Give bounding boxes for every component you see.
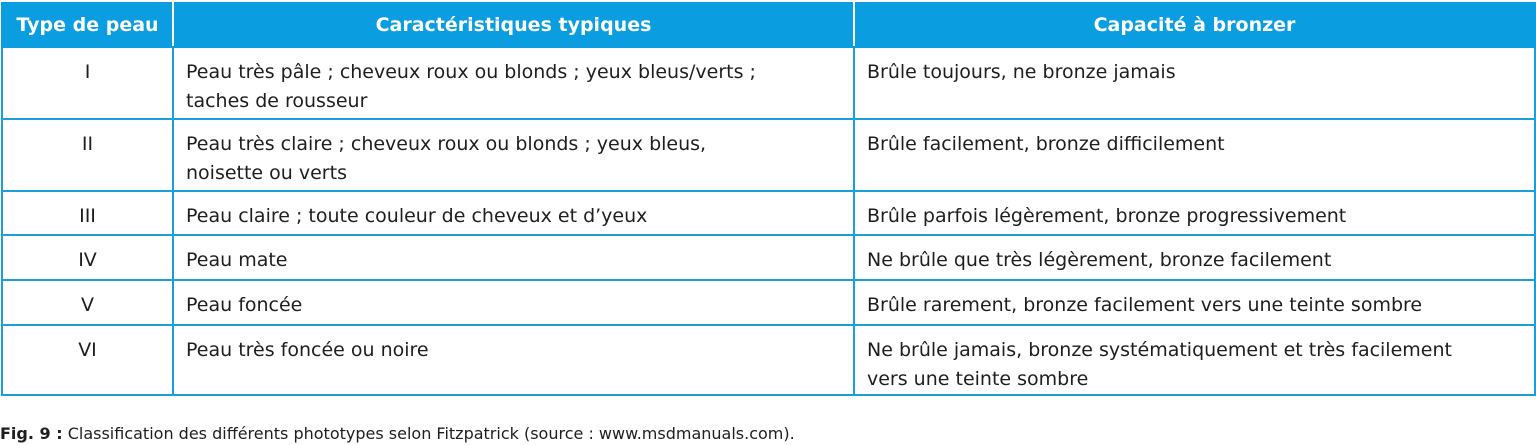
characteristics-cell — [173, 191, 854, 235]
characteristics-cell — [173, 325, 854, 395]
cell-line: noisette ou verts — [186, 162, 347, 184]
header-tanning-ability: Capacité à bronzer — [854, 3, 1535, 47]
skin-type-cell: V — [2, 280, 173, 325]
table-row — [2, 235, 1535, 280]
cell-line: Ne brûle que très légèrement, bronze facilement — [867, 249, 1332, 271]
phototype-table — [1, 2, 1536, 396]
characteristics-cell — [173, 47, 854, 119]
table-row — [2, 280, 1535, 325]
skin-type-cell: I — [2, 47, 173, 119]
cell-line: Peau très claire ; cheveux roux ou blonds ; yeux bleus, — [186, 133, 707, 155]
table-body — [2, 47, 1535, 395]
tanning-cell — [854, 280, 1535, 325]
cell-line: Brûle toujours, ne bronze jamais — [867, 61, 1176, 83]
skin-type-cell: II — [2, 119, 173, 191]
cell-line: Peau claire ; toute couleur de cheveux et d’yeux — [186, 205, 648, 227]
figure-label: Fig. 9 : — [0, 424, 63, 443]
skin-type-cell: III — [2, 191, 173, 235]
table-header — [2, 3, 1535, 47]
cell-line: taches de rousseur — [186, 90, 368, 112]
header-skin-type: Type de peau — [2, 3, 173, 47]
cell-line: Ne brûle jamais, bronze systématiquement et très facilement — [867, 339, 1452, 361]
cell-line: Peau foncée — [186, 294, 303, 316]
characteristics-cell — [173, 280, 854, 325]
tanning-cell — [854, 119, 1535, 191]
cell-line: Brûle parfois légèrement, bronze progressivement — [867, 205, 1347, 227]
figure-caption-text: Classification des différents phototypes selon Fitzpatrick (source : www.msdmanuals.com). — [62, 424, 795, 443]
skin-type-cell: VI — [2, 325, 173, 395]
table-row — [2, 191, 1535, 235]
header-row — [2, 3, 1535, 47]
table-row — [2, 119, 1535, 191]
tanning-cell — [854, 325, 1535, 395]
tanning-cell — [854, 47, 1535, 119]
table-row — [2, 47, 1535, 119]
cell-line: vers une teinte sombre — [867, 368, 1089, 390]
characteristics-cell — [173, 119, 854, 191]
cell-line: Peau très pâle ; cheveux roux ou blonds ; yeux bleus/verts ; — [186, 61, 756, 83]
cell-line: Brûle facilement, bronze difficilement — [867, 133, 1225, 155]
cell-line: Brûle rarement, bronze facilement vers une teinte sombre — [867, 294, 1423, 316]
cell-line: Peau mate — [186, 249, 288, 271]
tanning-cell — [854, 191, 1535, 235]
tanning-cell — [854, 235, 1535, 280]
table-row — [2, 325, 1535, 395]
characteristics-cell — [173, 235, 854, 280]
skin-type-cell: IV — [2, 235, 173, 280]
cell-line: Peau très foncée ou noire — [186, 339, 429, 361]
figure-caption — [0, 424, 795, 444]
header-characteristics: Caractéristiques typiques — [173, 3, 854, 47]
